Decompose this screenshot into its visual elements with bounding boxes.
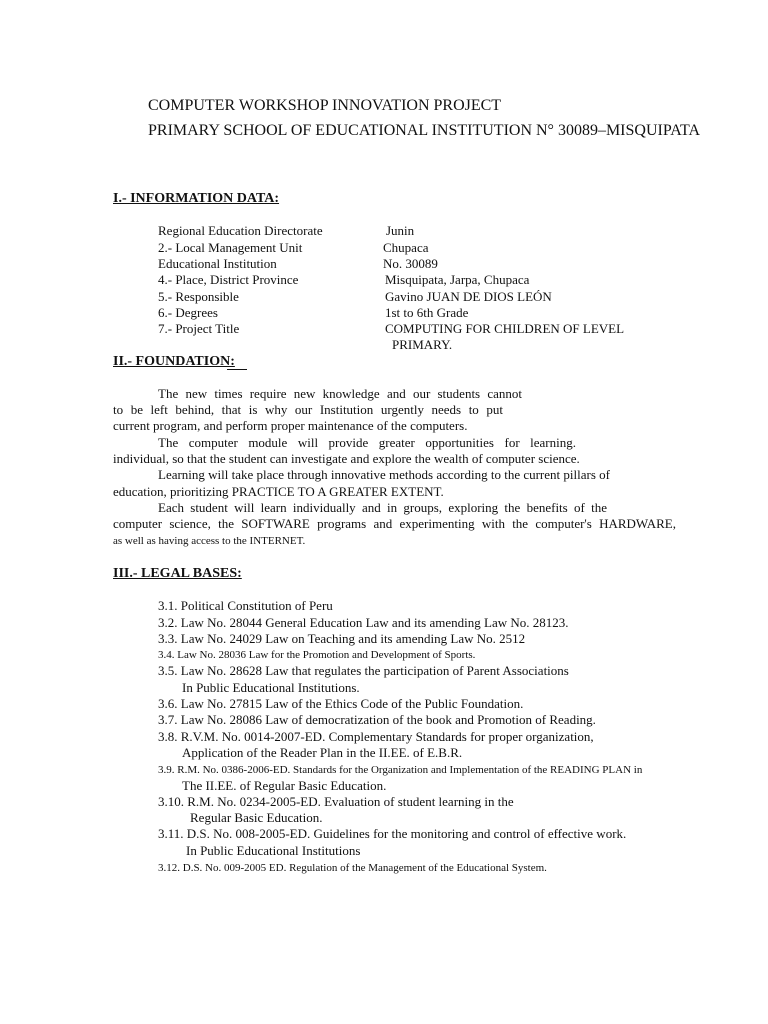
- info-label: Educational Institution: [158, 256, 277, 271]
- info-value: Junin: [386, 223, 415, 238]
- legal-item: 3.11. D.S. No. 008-2005-ED. Guidelines for the monitoring and control of effective work.: [158, 826, 627, 841]
- paragraph-line: computer science, the SOFTWARE programs and experimenting with the computer's HARDWARE,: [113, 516, 676, 531]
- legal-item: 3.12. D.S. No. 009-2005 ED. Regulation of the Management of the Educational System.: [158, 862, 547, 874]
- info-label: Regional Education Directorate: [158, 223, 323, 238]
- info-value: 1st to 6th Grade: [385, 305, 469, 320]
- legal-item: 3.5. Law No. 28628 Law that regulates the participation of Parent Associations: [158, 663, 569, 678]
- legal-item: 3.2. Law No. 28044 General Education Law and its amending Law No. 28123.: [158, 615, 569, 630]
- legal-item-continued: Regular Basic Education.: [190, 810, 323, 825]
- legal-item: 3.10. R.M. No. 0234-2005-ED. Evaluation of student learning in the: [158, 794, 514, 809]
- info-label: 6.- Degrees: [158, 305, 218, 320]
- title-line-2: PRIMARY SCHOOL OF EDUCATIONAL INSTITUTION N° 30089–MISQUIPATA: [148, 122, 701, 139]
- legal-item: 3.9. R.M. No. 0386-2006-ED. Standards for the Organization and Implementation of the READING PLAN in: [158, 764, 643, 776]
- paragraph-line: The computer module will provide greater opportunities for learning.: [158, 435, 576, 450]
- legal-item-continued: The II.EE. of Regular Basic Education.: [182, 778, 387, 793]
- info-value-continued: PRIMARY.: [392, 337, 453, 352]
- info-value: Gavino JUAN DE DIOS LEÓN: [385, 289, 552, 304]
- legal-item: 3.3. Law No. 24029 Law on Teaching and its amending Law No. 2512: [158, 631, 526, 646]
- section-3-heading: III.- LEGAL BASES:: [113, 566, 242, 581]
- info-value: No. 30089: [383, 256, 438, 271]
- info-value: COMPUTING FOR CHILDREN OF LEVEL: [385, 321, 625, 336]
- info-label: 7.- Project Title: [158, 321, 240, 336]
- section-1-heading: I.- INFORMATION DATA:: [113, 191, 280, 206]
- paragraph-line: individual, so that the student can investigate and explore the wealth of computer science.: [113, 451, 580, 466]
- legal-item-continued: Application of the Reader Plan in the II.EE. of E.B.R.: [182, 745, 463, 760]
- legal-item: 3.7. Law No. 28086 Law of democratization of the book and Promotion of Reading.: [158, 712, 596, 727]
- legal-item: 3.4. Law No. 28036 Law for the Promotion and Development of Sports.: [158, 649, 476, 661]
- legal-item-continued: In Public Educational Institutions: [186, 843, 361, 858]
- legal-item: 3.1. Political Constitution of Peru: [158, 598, 333, 613]
- paragraph-line: Learning will take place through innovative methods according to the current pillars of: [158, 467, 610, 482]
- paragraph-line: Each student will learn individually and in groups, exploring the benefits of the: [158, 500, 607, 515]
- legal-item: 3.8. R.V.M. No. 0014-2007-ED. Complementary Standards for proper organization,: [158, 729, 594, 744]
- paragraph-line: as well as having access to the INTERNET.: [113, 535, 306, 547]
- paragraph-line: education, prioritizing PRACTICE TO A GREATER EXTENT.: [113, 484, 444, 499]
- legal-item-continued: In Public Educational Institutions.: [182, 680, 360, 695]
- info-label: 5.- Responsible: [158, 289, 239, 304]
- info-value: Misquipata, Jarpa, Chupaca: [385, 272, 530, 287]
- legal-item: 3.6. Law No. 27815 Law of the Ethics Code of the Public Foundation.: [158, 696, 524, 711]
- title-line-1: COMPUTER WORKSHOP INNOVATION PROJECT: [148, 97, 502, 114]
- paragraph-line: The new times require new knowledge and our students cannot: [158, 386, 522, 401]
- info-label: 4.- Place, District Province: [158, 272, 299, 287]
- info-label: 2.- Local Management Unit: [158, 240, 303, 255]
- section-2-heading: II.- FOUNDATION:: [113, 354, 235, 369]
- paragraph-line: to be left behind, that is why our Institution urgently needs to put: [113, 402, 503, 417]
- paragraph-line: current program, and perform proper maintenance of the computers.: [113, 418, 468, 433]
- heading-underline-extension: [227, 354, 247, 370]
- info-value: Chupaca: [383, 240, 429, 255]
